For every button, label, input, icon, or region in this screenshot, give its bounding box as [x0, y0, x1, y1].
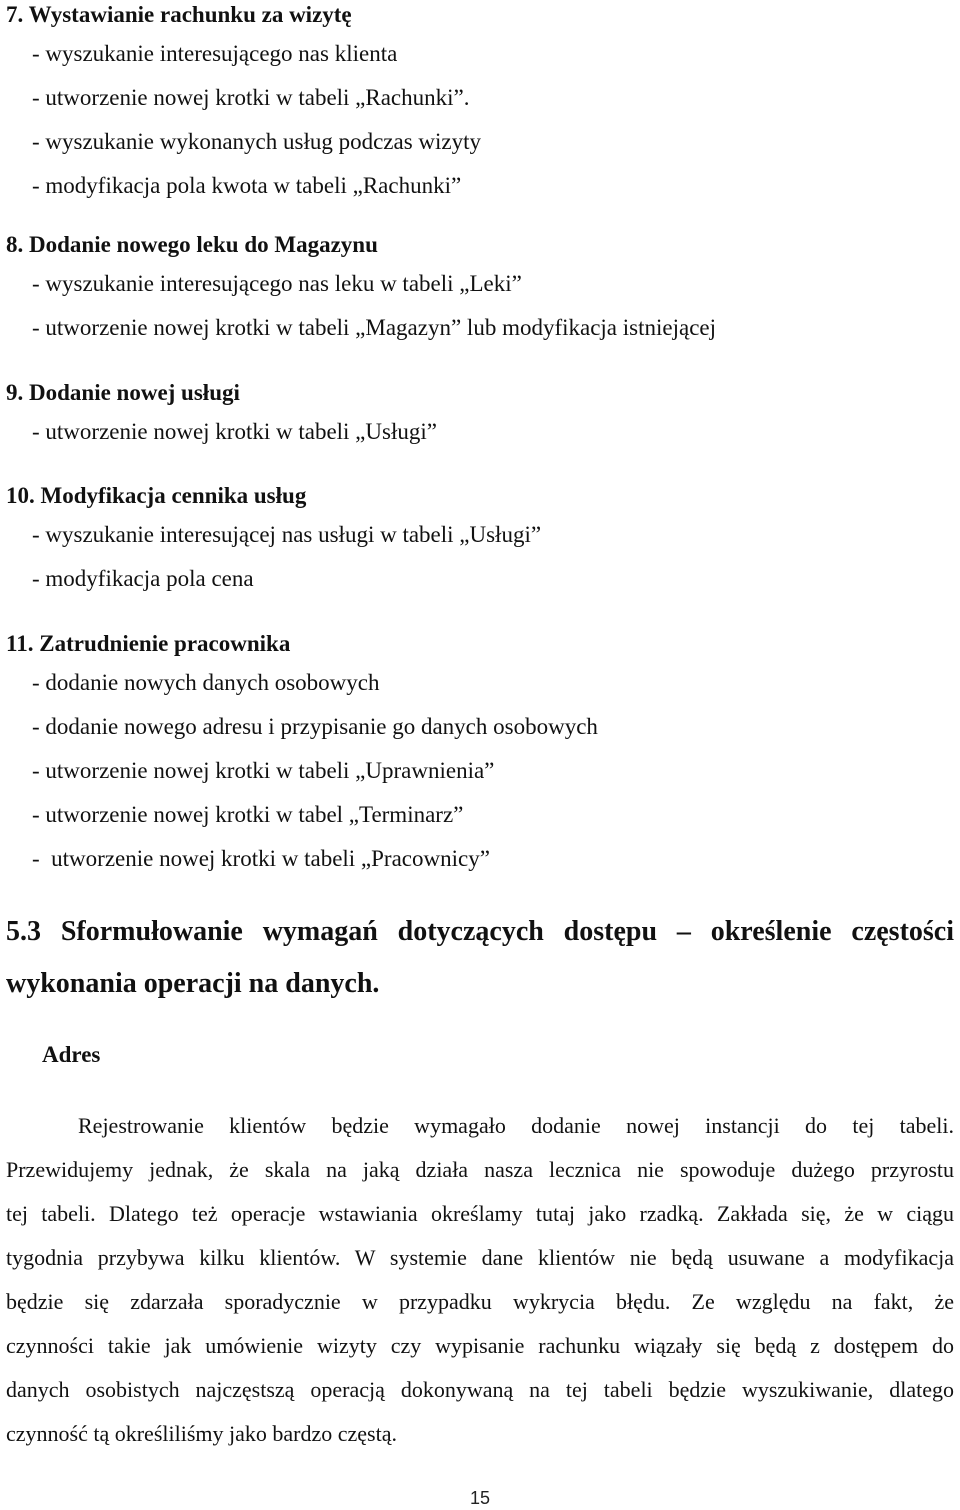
section-title: 7. Wystawianie rachunku za wizytę [6, 2, 352, 27]
paragraph-line: tygodnia przybywa kilku klientów. W systemie dane klientów nie będą usuwane a modyfikacja [6, 1245, 954, 1270]
list-item: - wyszukanie interesującego nas leku w tabeli „Leki” [32, 271, 522, 296]
list-item: - utworzenie nowej krotki w tabeli „Rachunki”. [32, 85, 470, 110]
list-item: - utworzenie nowej krotki w tabeli „Pracownicy” [32, 846, 490, 871]
heading-line-2: wykonania operacji na danych. [6, 968, 380, 999]
section-9 [6, 378, 954, 454]
page-number: 15 [469, 1488, 491, 1508]
section-title: 11. Zatrudnienie pracownika [6, 631, 291, 656]
list-item: - wyszukanie interesującej nas usługi w tabeli „Usługi” [32, 522, 542, 547]
section-7 [6, 0, 954, 208]
heading-line-1: 5.3 Sformułowanie wymagań dotyczących dostępu – określenie częstości [6, 916, 954, 947]
section-title: 9. Dodanie nowej usługi [6, 380, 240, 405]
body-paragraph [6, 1104, 954, 1456]
section-8 [6, 230, 954, 350]
list-item: - utworzenie nowej krotki w tabel „Terminarz” [32, 802, 464, 827]
list-item: - modyfikacja pola cena [32, 566, 254, 591]
paragraph-line: Przewidujemy jednak, że skala na jaką działa nasza lecznica nie spowoduje dużego przyrostu [6, 1157, 954, 1182]
section-title: 10. Modyfikacja cennika usług [6, 483, 307, 508]
section-10 [6, 481, 954, 601]
list-item: - wyszukanie wykonanych usług podczas wizyty [32, 129, 482, 154]
list-item: - modyfikacja pola kwota w tabeli „Rachunki” [32, 173, 462, 198]
paragraph-line: czynność tą określiliśmy jako bardzo częstą. [6, 1421, 397, 1446]
section-title: 8. Dodanie nowego leku do Magazynu [6, 232, 378, 257]
section-11 [6, 629, 954, 881]
paragraph-line: będzie się zdarzała sporadycznie w przypadku wykrycia błędu. Ze względu na fakt, że [6, 1289, 954, 1314]
list-item: - dodanie nowych danych osobowych [32, 670, 380, 695]
list-item: - wyszukanie interesującego nas klienta [32, 41, 398, 66]
list-item: - utworzenie nowej krotki w tabeli „Uprawnienia” [32, 758, 495, 783]
subheading-adres: Adres [42, 1042, 101, 1067]
paragraph-line: tej tabeli. Dlatego też operacje wstawiania określamy tutaj jako rzadką. Zakłada się, że w ciągu [6, 1201, 954, 1226]
paragraph-line: danych osobistych najczęstszą operacją dokonywaną na tej tabeli będzie wyszukiwanie, dlatego [6, 1377, 954, 1402]
list-item: - utworzenie nowej krotki w tabeli „Usługi” [32, 419, 437, 444]
paragraph-line: Rejestrowanie klientów będzie wymagało dodanie nowej instancji do tej tabeli. [78, 1113, 954, 1138]
list-item: - utworzenie nowej krotki w tabeli „Magazyn” lub modyfikacja istniejącej [32, 315, 717, 340]
list-item: - dodanie nowego adresu i przypisanie go danych osobowych [32, 714, 598, 739]
chapter-heading [6, 906, 954, 1010]
paragraph-line: czynności takie jak umówienie wizyty czy wypisanie rachunku wiązały się będą z dostępem do [6, 1333, 954, 1358]
